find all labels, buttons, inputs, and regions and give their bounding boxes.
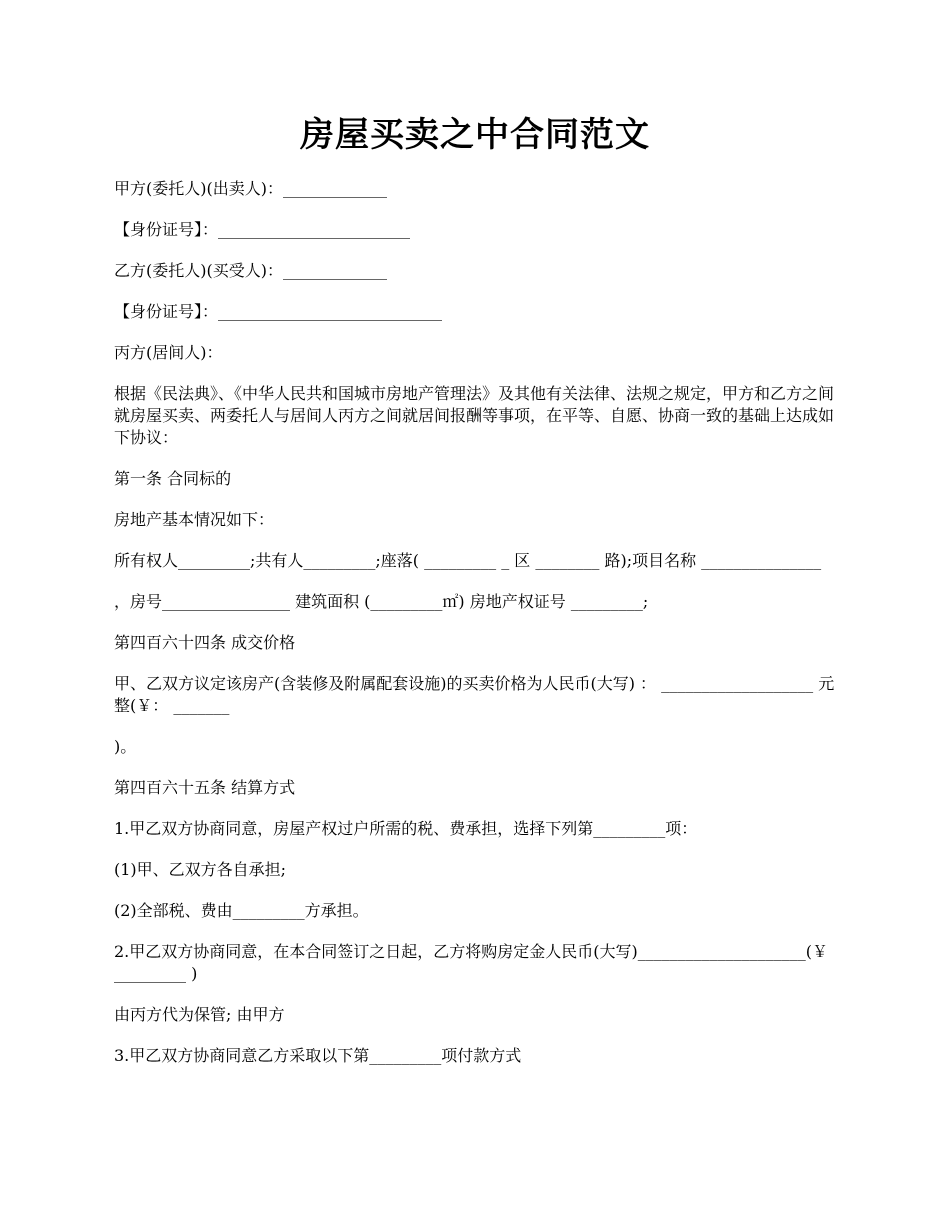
document-title: 房屋买卖之中合同范文 — [300, 115, 650, 155]
property-info-intro: 房地产基本情况如下： — [114, 510, 275, 529]
party-a-line: 甲方(委托人)(出卖人)：_____________ — [114, 179, 387, 198]
settlement-item-3: 3.甲乙双方协商同意乙方采取以下第_________项付款方式 — [114, 1046, 522, 1065]
party-a-id-line: 【身份证号】：________________________ — [114, 220, 411, 239]
property-room-line: ，房号________________ 建筑面积 (_________㎡) 房地产权证号 _________; — [114, 592, 649, 611]
settlement-option-2: (2)全部税、费由_________方承担。 — [114, 901, 369, 920]
property-owner-line: 所有权人_________;共有人_________;座落( _________ _ 区 ________ 路);项目名称 _______________ — [114, 551, 822, 570]
party-b-line: 乙方(委托人)(买受人)：_____________ — [114, 261, 387, 280]
article-settlement-heading: 第四百六十五条 结算方式 — [114, 778, 296, 797]
price-paragraph-end: )。 — [114, 737, 137, 756]
party-c-line: 丙方(居间人)： — [114, 343, 223, 362]
article-price-heading: 第四百六十四条 成交价格 — [114, 633, 296, 652]
settlement-item-2: 2.甲乙双方协商同意，在本合同签订之日起，乙方将购房定金人民币(大写)_____________________(￥ _________ ) — [114, 942, 834, 983]
settlement-item-1: 1.甲乙双方协商同意，房屋产权过户所需的税、费承担，选择下列第_________项： — [114, 819, 698, 838]
document-body — [114, 178, 838, 1086]
price-paragraph: 甲、乙双方议定该房产(含装修及附属配套设施)的买卖价格为人民币(大写) ： ___________________ 元整(￥： _______ — [114, 674, 835, 715]
article-1-heading: 第一条 合同标的 — [114, 469, 232, 488]
preamble-paragraph: 根据《民法典》、《中华人民共和国城市房地产管理法》及其他有关法律、法规之规定，甲方和乙方之间就房屋买卖、两委托人与居间人丙方之间就居间报酬等事项，在平等、自愿、协商一致的基础上达成如下协议： — [114, 384, 835, 447]
settlement-option-1: (1)甲、乙双方各自承担; — [114, 860, 287, 879]
party-b-id-line: 【身份证号】：____________________________ — [114, 302, 443, 321]
deposit-custody-line: 由丙方代为保管; 由甲方 — [114, 1005, 285, 1024]
